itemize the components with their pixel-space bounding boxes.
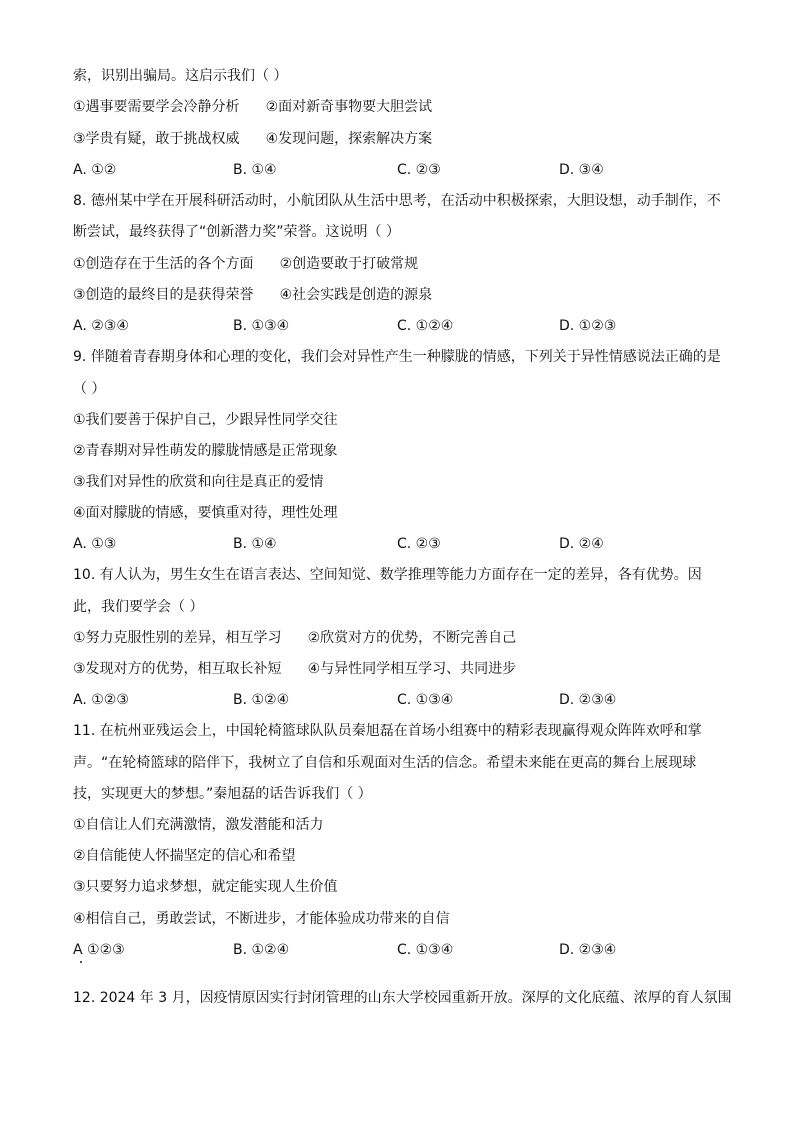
question-11-statement-1: ①自信让人们充满激情，激发潜能和活力: [73, 817, 324, 833]
question-9-statement-3: ③我们对异性的欣赏和向往是真正的爱情: [73, 474, 324, 490]
option-a: A. ②③④: [73, 318, 129, 334]
question-9-stem-line-2: （ ）: [73, 381, 106, 397]
option-a: A. ①②③: [73, 692, 129, 708]
statement-4: ④与异性同学相互学习、共同进步: [307, 661, 517, 677]
question-7-stem-end: 索，识别出骗局。这启示我们（ ）: [73, 68, 288, 84]
option-b: B. ①④: [233, 162, 277, 178]
statement-1: ①遇事要需要学会冷静分析: [73, 99, 240, 115]
statement-3: ③学贵有疑，敢于挑战权威: [73, 131, 240, 147]
question-10-stem-line-1: 10. 有人认为，男生女生在语言表达、空间知觉、数学推理等能力方面存在一定的差异，各有优势。因: [73, 567, 702, 583]
question-8-statements-row-1: [73, 254, 754, 274]
question-7-statements-row-2: [73, 129, 754, 149]
option-d: D. ①②③: [559, 318, 617, 334]
question-9-stem-line-1: 9. 伴随着青春期身体和心理的变化，我们会对异性产生一种朦胧的情感，下列关于异性情感说法正确的是: [73, 349, 721, 365]
question-7-statements-row-1: [73, 97, 754, 117]
statement-1: ①努力克服性别的差异，相互学习: [73, 630, 282, 646]
statement-2: ②面对新奇事物要大胆尝试: [265, 99, 433, 115]
question-12-stem-line-1: 12. 2024 年 3 月，因疫情原因实行封闭管理的山东大学校园重新开放。深厚的文化底蕴、浓厚的育人氛围: [73, 990, 732, 1006]
option-b: B. ①②④: [233, 942, 290, 958]
question-9-statement-1: ①我们要善于保护自己，少跟异性同学交往: [73, 412, 338, 428]
question-10-stem-line-2: 此，我们要学会（ ）: [73, 599, 204, 615]
question-10-statements-row-2: [73, 659, 754, 679]
stray-dot-mark: [80, 961, 82, 963]
option-c: C. ①③④: [397, 692, 454, 708]
question-11-statement-2: ②自信能使人怀揣坚定的信心和希望: [73, 848, 296, 864]
question-9-statement-4: ④面对朦胧的情感，要慎重对待，理性处理: [73, 505, 338, 521]
option-c: C. ①③④: [397, 942, 454, 958]
option-c: C. ②③: [397, 162, 441, 178]
statement-4: ④发现问题，探索解决方案: [265, 131, 433, 147]
statement-4: ④社会实践是创造的源泉: [279, 287, 433, 303]
statement-2: ②欣赏对方的优势，不断完善自己: [307, 630, 517, 646]
option-d: D. ②④: [559, 536, 604, 552]
question-10-statements-row-1: [73, 628, 754, 648]
question-8-stem-line-1: 8. 德州某中学在开展科研活动时，小航团队从生活中思考，在活动中积极探索，大胆设想，动手制作，不: [73, 193, 721, 209]
statement-3: ③发现对方的优势，相互取长补短: [73, 661, 282, 677]
option-d: D. ②③④: [559, 692, 617, 708]
option-b: B. ①④: [233, 536, 277, 552]
question-8-stem-line-2: 断尝试，最终获得了“创新潜力奖”荣誉。这说明（ ）: [73, 224, 400, 240]
statement-3: ③创造的最终目的是获得荣誉: [73, 287, 254, 303]
question-11-stem-line-1: 11. 在杭州亚残运会上，中国轮椅篮球队队员秦旭磊在首场小组赛中的精彩表现赢得观众阵阵欢呼和掌: [73, 723, 702, 739]
option-b: B. ①②④: [233, 692, 290, 708]
question-11-statement-3: ③只要努力追求梦想，就定能实现人生价值: [73, 879, 338, 895]
question-9-statement-2: ②青春期对异性萌发的朦胧情感是正常现象: [73, 443, 338, 459]
option-d: D. ②③④: [559, 942, 617, 958]
option-d: D. ③④: [559, 162, 604, 178]
option-a: A ①②③: [73, 942, 125, 958]
option-c: C. ②③: [397, 536, 441, 552]
statement-2: ②创造要敢于打破常规: [279, 256, 419, 272]
option-b: B. ①③④: [233, 318, 290, 334]
option-c: C. ①②④: [397, 318, 454, 334]
option-a: A. ①③: [73, 536, 117, 552]
statement-1: ①创造存在于生活的各个方面: [73, 256, 254, 272]
question-8-statements-row-2: [73, 285, 754, 305]
question-11-stem-line-3: 技，实现更大的梦想。”秦旭磊的话告诉我们（ ）: [73, 786, 372, 802]
question-11-statement-4: ④相信自己，勇敢尝试，不断进步，才能体验成功带来的自信: [73, 911, 450, 927]
question-11-stem-line-2: 声。“在轮椅篮球的陪伴下，我树立了自信和乐观面对生活的信念。希望未来能在更高的舞台上展现球: [73, 755, 697, 771]
option-a: A. ①②: [73, 162, 117, 178]
